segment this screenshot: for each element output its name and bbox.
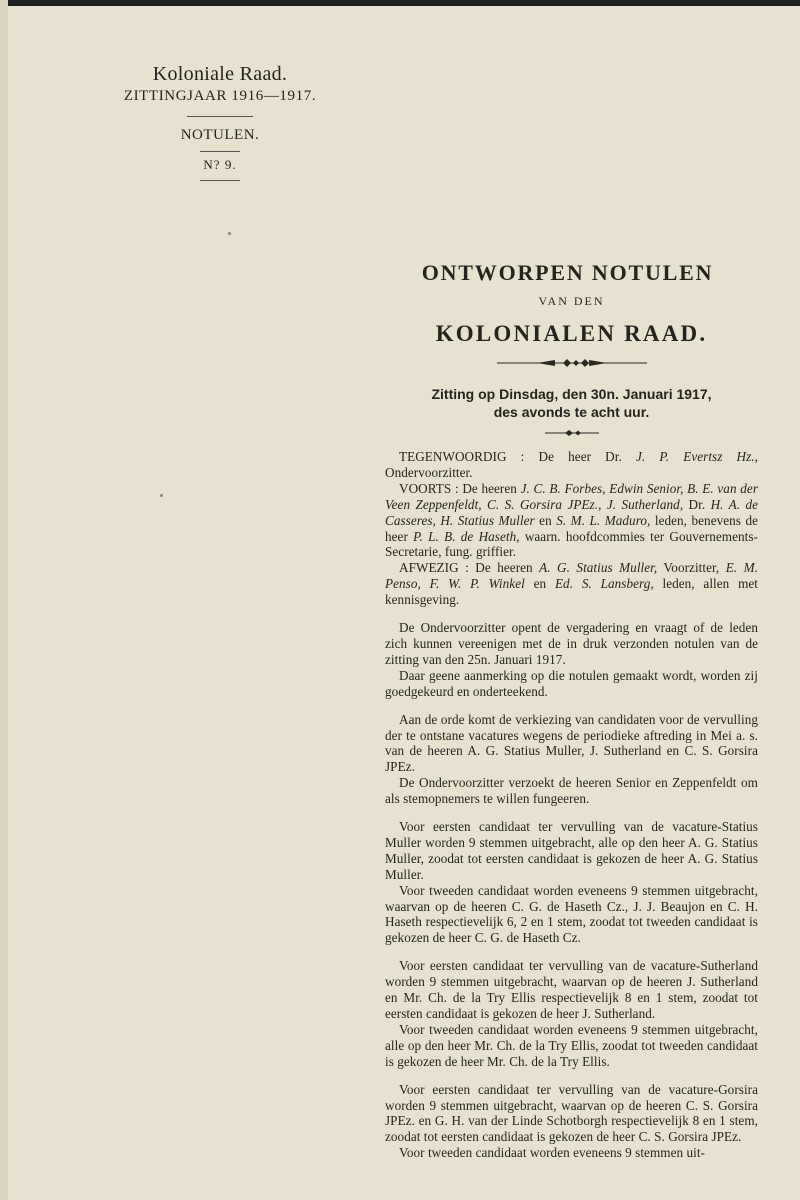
text-run: De Ondervoorzitter verzoekt de heeren Senior en Zeppenfeldt om als stemopnemers te willen fungeeren. (385, 775, 758, 807)
italic-name-run: H. A. de Casseres, H. Statius Muller (385, 496, 758, 528)
minutes-paragraph (385, 668, 758, 700)
text-run: Aan de orde komt de verkiezing van candidaten voor de vervulling der te ontstane vacatures wegens de periodieke aftreding in Mei a. s. van de heeren A. G. Statius Muller, J. Sutherland en C. S. Gorsira JPEz. (385, 711, 758, 775)
session-date: Zitting op Dinsdag, den 30n. Januari 1917, (431, 386, 712, 402)
text-run: leden, benevens de heer (385, 512, 758, 544)
minutes-paragraph (385, 819, 758, 883)
document-number: N? 9. (203, 157, 237, 172)
minutes-body (385, 258, 758, 1161)
sub-heading: VAN DEN (538, 294, 605, 308)
text-run: Dr. (683, 496, 711, 512)
minutes-paragraph (385, 620, 758, 668)
minutes-paragraph (385, 1022, 758, 1070)
paper-speck (228, 232, 231, 235)
ornament-divider (497, 357, 647, 369)
session-year: ZITTINGJAAR 1916—1917. (123, 88, 317, 104)
council-title: Koloniale Raad. (152, 63, 288, 85)
header-rule (187, 116, 253, 117)
text-run: Voor tweeden candidaat worden eveneens 9 stemmen uit- (399, 1145, 705, 1161)
minutes-paragraph (385, 883, 758, 947)
minutes-paragraph (385, 560, 758, 608)
text-run: Voor eersten candidaat ter vervulling van de vacature-Statius Muller worden 9 stemmen uitgebracht, alle op den heer A. G. Statius Muller, zoodat tot eersten candidaat is gekozen de heer A. G. Statius Muller. (385, 819, 758, 882)
session-info (385, 385, 758, 421)
small-ornament (545, 429, 599, 437)
text-run: en (534, 512, 557, 528)
italic-name-run: S. M. L. Maduro, (556, 512, 651, 528)
text-run: TEGENWOORDIG : De heer Dr. (399, 449, 636, 464)
italic-name-run: P. L. B. de Haseth, (413, 528, 520, 544)
text-run: Voor eersten candidaat ter vervulling van de vacature-Gorsira worden 9 stemmen uitgebracht, waarvan op de heeren C. S. Gorsira JPEz. en G. H. van der Linde Schotborgh respectievelijk 8 en 1 stem, zoodat tot eersten candidaat is gekozen de heer C. S. Gorsira JPEz. (385, 1081, 758, 1145)
council-heading: KOLONIALEN RAAD. (435, 321, 708, 346)
text-run: waarn. hoofdcommies ter Gouvernements-Secretarie, fung. griffier. (385, 528, 758, 560)
notulen-label: NOTULEN. (180, 127, 260, 143)
text-run: Voorzitter, (657, 560, 726, 576)
italic-name-run: Ed. S. Lansberg, (554, 576, 654, 592)
text-run: De Ondervoorzitter opent de vergadering en vraagt of de leden zich kunnen vereenigen met de in druk verzonden notulen van de zitting van den 25n. Januari 1917. (385, 620, 758, 667)
text-run: en (524, 576, 555, 592)
text-run: Voor eersten candidaat ter vervulling van de vacature-Sutherland worden 9 stemmen uitgebracht, waarvan op de heeren J. Sutherland en Mr. Ch. de la Try Ellis respectievelijk 8 en 1 stem, zoodat tot eersten candidaat is gekozen de heer J. Sutherland. (385, 958, 758, 1021)
minutes-paragraph (385, 1145, 758, 1161)
minutes-paragraph (385, 1082, 758, 1146)
italic-name-run: E. M. Penso, F. W. P. Winkel (385, 560, 758, 592)
text-run: AFWEZIG : De heeren (399, 560, 540, 576)
text-run: Voor tweeden candidaat worden eveneens 9 stemmen uitgebracht, waarvan op de heeren C. G. de Haseth Cz., J. J. Beaujon en C. H. Haseth respectievelijk 6, 2 en 1 stem, zoodat tot tweeden candidaat is gekozen de heer C. G. de Haseth Cz. (385, 882, 758, 946)
document-header (70, 62, 370, 181)
italic-name-run: J. P. Evertsz Hz. (635, 449, 755, 464)
paper-speck (160, 494, 163, 497)
text-run: , Ondervoorzitter. (385, 449, 758, 480)
minutes-text (385, 449, 758, 1161)
text-run: Daar geene aanmerking op die notulen gemaakt wordt, worden zij goedgekeurd en onderteekend. (385, 667, 758, 699)
page-top-edge (0, 0, 800, 6)
minutes-paragraph (385, 775, 758, 807)
minutes-paragraph (385, 449, 758, 481)
italic-name-run: A. G. Statius Muller, (539, 560, 658, 576)
session-time: des avonds te acht uur. (493, 404, 650, 420)
italic-name-run: J. C. B. Forbes, Edwin Senior, B. E. van der Veen Zeppenfeldt, C. S. Gorsira JPEz., J. Sutherland, (385, 480, 758, 512)
text-run: VOORTS : De heeren (399, 480, 521, 496)
page-left-margin (0, 0, 8, 1200)
minutes-paragraph (385, 958, 758, 1022)
minutes-paragraph (385, 712, 758, 776)
main-heading: ONTWORPEN NOTULEN (421, 260, 714, 285)
text-run: Voor tweeden candidaat worden eveneens 9 stemmen uitgebracht, alle op den heer Mr. Ch. de la Try Ellis, zoodat tot tweeden candidaat is gekozen de heer Mr. Ch. de la Try Ellis. (385, 1021, 758, 1069)
header-rule-short (200, 151, 240, 152)
minutes-paragraph (385, 481, 758, 561)
header-rule-bottom (200, 180, 240, 181)
text-run: leden, allen met kennisgeving. (385, 576, 759, 608)
